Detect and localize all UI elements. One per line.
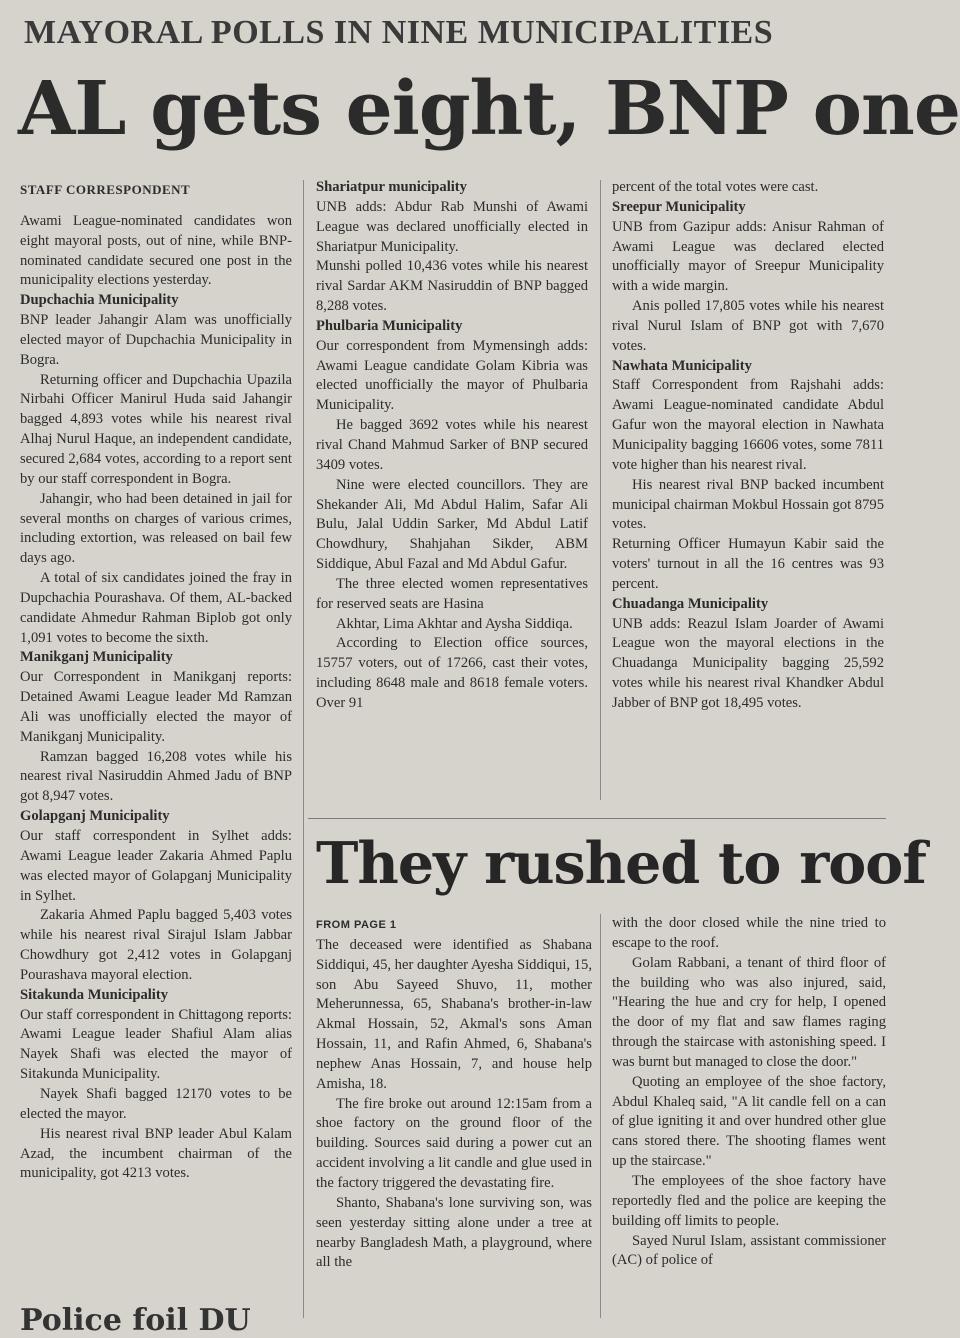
story-kicker: MAYORAL POLLS IN NINE MUNICIPALITIES bbox=[24, 14, 774, 51]
subheading: Golapganj Municipality bbox=[20, 808, 170, 825]
paragraph: percent of the total votes were cast. bbox=[612, 179, 819, 195]
column-rule-story2 bbox=[600, 914, 601, 1318]
paragraph: Sayed Nurul Islam, assistant commissioner (AC) of police of bbox=[612, 1232, 886, 1269]
subheading: Dupchachia Municipality bbox=[20, 292, 179, 309]
main-headline: AL gets eight, BNP one bbox=[18, 66, 960, 152]
paragraph: Returning Officer Humayun Kabir said the voters' turnout in all the 16 centres was 93 percent. bbox=[612, 536, 884, 592]
paragraph: The deceased were identified as Shabana Siddiqui, 45, her daughter Ayesha Siddiqui, 15, son Abu Sayeed Shuvo, 11, mother Meherunnessa, 65, Shabana's brother-in-law Akmal Hossain, 52, Akmal's sons Aman Hossain, 11, and Rafin Ahmed, 6, Shabana's nephew Anas Hossain, 7, and house help Amisha, 18. bbox=[316, 936, 592, 1092]
paragraph: Anis polled 17,805 votes while his nearest rival Nurul Islam of BNP got with 7,670 votes. bbox=[612, 298, 884, 354]
paragraph: The fire broke out around 12:15am from a shoe factory on the ground floor of the building. Sources said during a power cut an accident involving a lit candle and glue used in the factory triggered the devastating fire. bbox=[316, 1095, 592, 1191]
from-page-label: FROM PAGE 1 bbox=[316, 919, 397, 931]
subheading: Nawhata Municipality bbox=[612, 357, 752, 374]
paragraph: Akhtar, Lima Akhtar and Aysha Siddiqa. bbox=[336, 615, 573, 632]
paragraph: Jahangir, who had been detained in jail for several months on charges of various crimes, including extortion, was released on bail few days ago. bbox=[20, 490, 292, 567]
paragraph: The three elected women representatives for reserved seats are Hasina bbox=[316, 575, 588, 612]
subheading: Sreepur Municipality bbox=[612, 198, 746, 215]
paragraph: Our staff correspondent in Sylhet adds: Awami League leader Zakaria Ahmed Paplu was elected mayor of Golapganj Municipality in Sylhet. bbox=[20, 828, 292, 904]
paragraph: According to Election office sources, 15757 voters, out of 17266, cast their votes, including 8648 male and 8618 female voters. Over 91 bbox=[316, 635, 588, 711]
column-rule-right bbox=[600, 180, 601, 800]
subheading: Shariatpur municipality bbox=[316, 179, 467, 195]
story2-headline: They rushed to roof bbox=[316, 830, 926, 897]
subheading: Phulbaria Municipality bbox=[316, 317, 463, 334]
paragraph: Munshi polled 10,436 votes while his nearest rival Sardar AKM Nasiruddin of BNP bagged 8,288 votes. bbox=[316, 258, 588, 315]
subheading: Manikganj Municipality bbox=[20, 649, 173, 666]
column-rule-left bbox=[303, 180, 304, 1318]
paragraph: Golam Rabbani, a tenant of third floor of the building who was also injured, said, "Hearing the hue and cry for help, I opened the door of my flat and saw flames raging through the staircase with astonishing speed. I was burnt but managed to close the door." bbox=[612, 954, 886, 1070]
story2-column-1 bbox=[316, 914, 592, 1273]
story1-column-1 bbox=[20, 180, 292, 1184]
next-story-headline-text: Police foil DU bbox=[20, 1303, 251, 1338]
paragraph: He bagged 3692 votes while his nearest rival Chand Mahmud Sarker of BNP secured 3409 votes. bbox=[316, 417, 588, 473]
paragraph: Awami League-nominated candidates won eight mayoral posts, out of nine, while BNP-nominated candidate secured one post in the municipality elections yesterday. bbox=[20, 212, 292, 289]
subheading: Chuadanga Municipality bbox=[612, 595, 769, 612]
paragraph: Zakaria Ahmed Paplu bagged 5,403 votes while his nearest rival Sirajul Islam Jabbar Chowdhury got 2,412 votes in Golapganj Pourashava mayoral election. bbox=[20, 907, 292, 983]
paragraph: Quoting an employee of the shoe factory, Abdul Khaleq said, "A lit candle fell on a can of glue igniting it and over hundred other glue cans stored there. The shooting flames went up the staircase." bbox=[612, 1073, 886, 1170]
paragraph: Ramzan bagged 16,208 votes while his nearest rival Nasiruddin Ahmed Jadu of BNP got 8,947 votes. bbox=[20, 748, 292, 805]
paragraph: A total of six candidates joined the fray in Dupchachia Pourashava. Of them, AL-backed candidate Ahmedur Rahman Biplob got only 1,091 votes to become the sixth. bbox=[20, 570, 292, 646]
paragraph: Our correspondent from Mymensingh adds: Awami League candidate Golam Kibria was elected unofficially the mayor of Phulbaria Municipality. bbox=[316, 337, 588, 414]
story1-column-3 bbox=[612, 178, 884, 714]
story-divider bbox=[308, 818, 886, 819]
paragraph: Our staff correspondent in Chittagong reports: Awami League leader Shafiul Alam alias Nayek Shafi was elected the mayor of Sitakunda Municipality. bbox=[20, 1006, 292, 1083]
paragraph: Staff Correspondent from Rajshahi adds: Awami League-nominated candidate Abdul Gafur won the mayoral election in Nawhata Municipality bagging 16606 votes, some 7811 vote higher than his nearest rival. bbox=[612, 377, 884, 473]
paragraph: Nine were elected councillors. They are Shekander Ali, Md Abdul Halim, Safar Ali Bulu, Jalal Uddin Sarker, Md Abdul Latif Chowdhury, Shahjahan Sikder, ABM Siddique, Abul Fazal and Md Abdul Gafur. bbox=[316, 476, 588, 573]
paragraph: His nearest rival BNP backed incumbent municipal chairman Mokbul Hossain got 8795 votes. bbox=[612, 476, 884, 533]
paragraph: The employees of the shoe factory have reportedly fled and the police are keeping the building off limits to people. bbox=[612, 1172, 886, 1229]
paragraph: with the door closed while the nine tried to escape to the roof. bbox=[612, 915, 886, 951]
paragraph: Returning officer and Dupchachia Upazila Nirbahi Officer Manirul Huda said Jahangir bagged 4,893 votes while his nearest rival Alhaj Nurul Haque, an independent candidate, secured 2,684 votes, according to a report sent by our staff correspondent in Bogra. bbox=[20, 371, 292, 487]
paragraph: Our Correspondent in Manikganj reports: Detained Awami League leader Md Ramzan Ali was unofficially elected the mayor of Manikganj Municipality. bbox=[20, 669, 292, 745]
story2-column-2 bbox=[612, 914, 886, 1271]
paragraph: Shanto, Shabana's lone surviving son, was seen yesterday sitting alone under a tree at nearby Bangladesh Math, a playground, where all the bbox=[316, 1194, 592, 1271]
paragraph: UNB adds: Reazul Islam Joarder of Awami League won the mayoral elections in the Chuadanga Municipality bagging 25,592 votes while his nearest rival Khandker Abdul Jabber of BNP got 18,495 votes. bbox=[612, 615, 884, 711]
paragraph: UNB from Gazipur adds: Anisur Rahman of Awami League was declared elected unofficially mayor of Sreepur Municipality with a wide margin. bbox=[612, 218, 884, 295]
byline: STAFF CORRESPONDENT bbox=[20, 182, 191, 197]
paragraph: UNB adds: Abdur Rab Munshi of Awami League was declared unofficially elected in Shariatpur Municipality. bbox=[316, 198, 588, 255]
paragraph: His nearest rival BNP leader Abul Kalam Azad, the incumbent chairman of the municipality, got 4213 votes. bbox=[20, 1125, 292, 1182]
next-story-headline bbox=[20, 1303, 292, 1338]
story1-column-2 bbox=[316, 178, 588, 714]
paragraph: Nayek Shafi bagged 12170 votes to be elected the mayor. bbox=[20, 1085, 292, 1122]
subheading: Sitakunda Municipality bbox=[20, 986, 169, 1003]
paragraph: BNP leader Jahangir Alam was unofficially elected mayor of Dupchachia Municipality in Bogra. bbox=[20, 312, 292, 368]
